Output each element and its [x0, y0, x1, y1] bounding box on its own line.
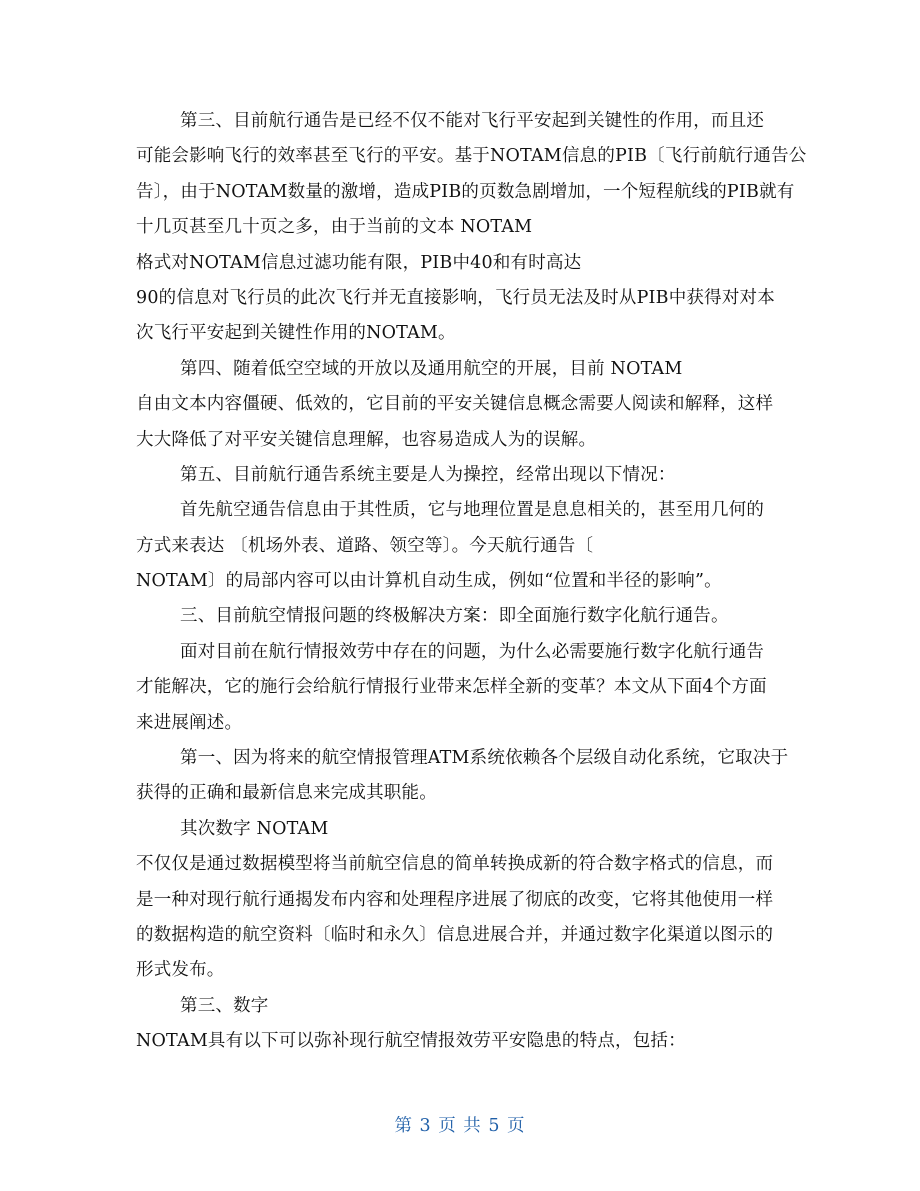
- text-line: 来进展阐述。: [136, 712, 243, 733]
- text-line: 是一种对现行航行通揭发布内容和处理程序进展了彻底的改变，它将其他使用一样: [136, 889, 774, 910]
- text-line: 不仅仅是通过数据模型将当前航空信息的简单转换成新的符合数字格式的信息，而: [136, 854, 774, 875]
- text-line: 可能会影响飞行的效率甚至飞行的平安。基于NOTAM信息的PIB〔飞行前航行通告公: [136, 146, 807, 167]
- text-line: 第一、因为将来的航空情报管理ATM系统依赖各个层级自动化系统，它取决于: [180, 748, 789, 769]
- text-line: NOTAM〕的局部内容可以由计算机自动生成，例如“位置和半径的影响”。: [136, 571, 722, 592]
- text-line: 三、目前航空情报问题的终极解决方案：即全面施行数字化航行通告。: [180, 606, 729, 627]
- text-line: 次飞行平安起到关键性作用的NOTAM。: [136, 323, 456, 344]
- text-line: 方式来表达 〔机场外表、道路、领空等〕。今天航行通告〔: [136, 535, 594, 556]
- text-line: 第五、目前航行通告系统主要是人为操控，经常出现以下情况：: [180, 464, 676, 485]
- text-line: 的数据构造的航空资料〔临时和永久〕信息进展合并，并通过数字化渠道以图示的: [136, 924, 774, 945]
- text-line: 格式对NOTAM信息过滤功能有限，PIB中40和有时高达: [136, 252, 582, 273]
- text-line: 十几页甚至几十页之多，由于当前的文本 NOTAM: [136, 217, 533, 238]
- text-line: 首先航空通告信息由于其性质，它与地理位置是息息相关的，甚至用几何的: [180, 500, 765, 521]
- text-line: 第四、随着低空空域的开放以及通用航空的开展，目前 NOTAM: [180, 358, 683, 379]
- body-text: [136, 104, 807, 1060]
- text-line: 第三、数字: [180, 995, 269, 1016]
- page-number: 第 3 页 共 5 页: [394, 1116, 526, 1136]
- text-line: 告〕，由于NOTAM数量的激增，造成PIB的页数急剧增加，一个短程航线的PIB就有: [136, 181, 795, 202]
- text-line: NOTAM具有以下可以弥补现行航空情报效劳平安隐患的特点，包括：: [136, 1031, 686, 1052]
- text-line: 面对目前在航行情报效劳中存在的问题，为什么必需要施行数字化航行通告: [180, 641, 765, 662]
- text-line: 形式发布。: [136, 960, 225, 981]
- text-line: 大大降低了对平安关键信息理解，也容易造成人为的误解。: [136, 429, 597, 450]
- text-line: 其次数字 NOTAM: [180, 818, 329, 839]
- text-line: 90的信息对飞行员的此次飞行并无直接影响，飞行员无法及时从PIB中获得对对本: [136, 287, 775, 308]
- text-line: 自由文本内容僵硬、低效的，它目前的平安关键信息概念需要人阅读和解释，这样: [136, 394, 774, 415]
- text-line: 第三、目前航行通告是已经不仅不能对飞行平安起到关键性的作用，而且还: [180, 111, 765, 131]
- text-line: 获得的正确和最新信息来完成其职能。: [136, 783, 437, 804]
- text-line: 才能解决，它的施行会给航行情报行业带来怎样全新的变革？本文从下面4个方面: [136, 677, 767, 698]
